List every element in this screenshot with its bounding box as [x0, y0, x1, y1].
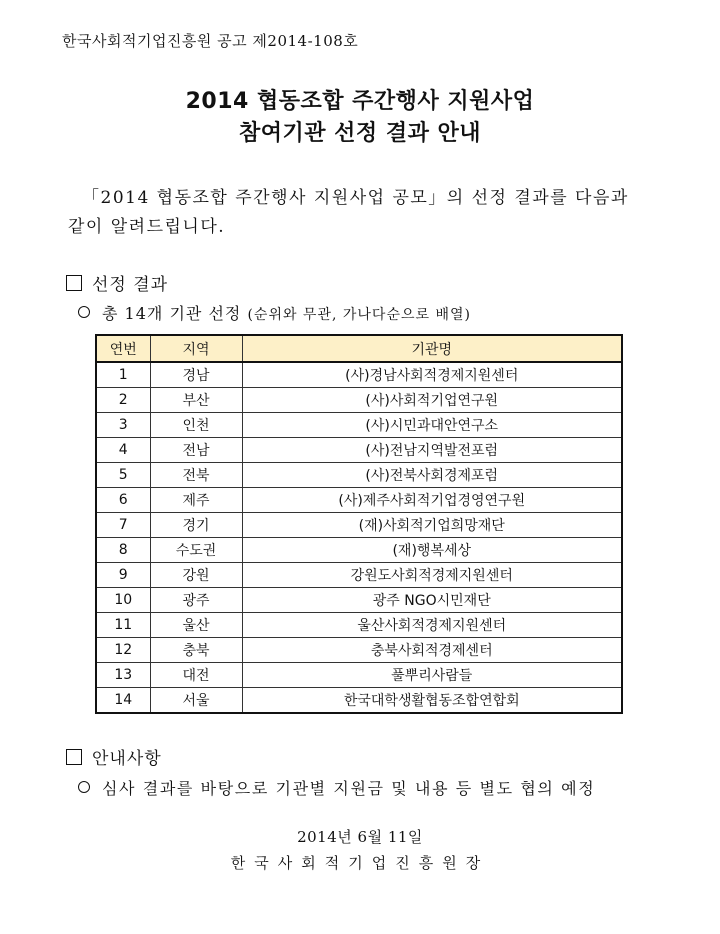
cell-no: 10 [96, 588, 150, 613]
table-row [96, 563, 622, 588]
cell-org: (재)행복세상 [242, 538, 622, 563]
cell-region: 강원 [150, 563, 242, 588]
cell-region: 울산 [150, 613, 242, 638]
summary-note: (순위와 무관, 가나다순으로 배열) [247, 307, 471, 323]
cell-region: 전남 [150, 438, 242, 463]
notice-number: 한국사회적기업진흥원 공고 제2014-108호 [62, 32, 359, 50]
cell-region: 부산 [150, 388, 242, 413]
header-org: 기관명 [242, 335, 622, 362]
table-row [96, 513, 622, 538]
header-no: 연번 [96, 335, 150, 362]
cell-region: 경남 [150, 362, 242, 388]
cell-org: 강원도사회적경제지원센터 [242, 563, 622, 588]
cell-no: 5 [96, 463, 150, 488]
cell-org: 풀뿌리사람들 [242, 663, 622, 688]
cell-region: 광주 [150, 588, 242, 613]
table-row [96, 613, 622, 638]
table-row [96, 638, 622, 663]
cell-org: (사)시민과대안연구소 [242, 413, 622, 438]
cell-no: 8 [96, 538, 150, 563]
header-region: 지역 [150, 335, 242, 362]
square-bullet-icon [66, 749, 82, 765]
cell-region: 경기 [150, 513, 242, 538]
notice-item-text: 심사 결과를 바탕으로 기관별 지원금 및 내용 등 별도 협의 예정 [102, 779, 596, 798]
cell-no: 9 [96, 563, 150, 588]
cell-org: (사)경남사회적경제지원센터 [242, 362, 622, 388]
table-row [96, 663, 622, 688]
cell-region: 인천 [150, 413, 242, 438]
cell-no: 6 [96, 488, 150, 513]
table-row [96, 688, 622, 714]
cell-no: 2 [96, 388, 150, 413]
cell-org: (재)사회적기업희망재단 [242, 513, 622, 538]
notice-item [78, 776, 595, 799]
circle-bullet-icon [78, 306, 90, 318]
table-row [96, 463, 622, 488]
table-row [96, 413, 622, 438]
signer: 한국사회적기업진흥원장 [230, 854, 490, 872]
circle-bullet-icon [78, 781, 90, 793]
cell-region: 대전 [150, 663, 242, 688]
intro-line1: 「2014 협동조합 주간행사 지원사업 공모」의 선정 결과를 다음과 [82, 188, 629, 208]
section-heading: 안내사항 [92, 749, 162, 769]
cell-org: 울산사회적경제지원센터 [242, 613, 622, 638]
cell-region: 서울 [150, 688, 242, 714]
cell-org: 한국대학생활협동조합연합회 [242, 688, 622, 714]
cell-no: 7 [96, 513, 150, 538]
table-row [96, 588, 622, 613]
cell-org: 광주 NGO시민재단 [242, 588, 622, 613]
cell-org: (사)전남지역발전포럼 [242, 438, 622, 463]
announcement-date: 2014년 6월 11일 [297, 828, 423, 846]
cell-no: 4 [96, 438, 150, 463]
table-row [96, 388, 622, 413]
cell-no: 12 [96, 638, 150, 663]
cell-region: 수도권 [150, 538, 242, 563]
cell-region: 충북 [150, 638, 242, 663]
table-row [96, 362, 622, 388]
cell-no: 14 [96, 688, 150, 714]
table-header-row [96, 335, 622, 362]
cell-org: (사)전북사회경제포럼 [242, 463, 622, 488]
cell-region: 제주 [150, 488, 242, 513]
page-title-line2: 참여기관 선정 결과 안내 [239, 121, 481, 146]
cell-no: 13 [96, 663, 150, 688]
selection-summary [78, 301, 471, 324]
section-notice [66, 744, 162, 769]
cell-org: (사)제주사회적기업경영연구원 [242, 488, 622, 513]
table-row [96, 488, 622, 513]
cell-no: 3 [96, 413, 150, 438]
cell-region: 전북 [150, 463, 242, 488]
square-bullet-icon [66, 275, 82, 291]
section-selection-results [66, 270, 168, 295]
table-row [96, 538, 622, 563]
intro-line2: 같이 알려드립니다. [68, 217, 226, 237]
table-row [96, 438, 622, 463]
cell-no: 11 [96, 613, 150, 638]
cell-org: (사)사회적기업연구원 [242, 388, 622, 413]
selected-orgs-table [95, 334, 623, 714]
cell-org: 충북사회적경제센터 [242, 638, 622, 663]
summary-main: 총 14개 기관 선정 [102, 304, 242, 323]
cell-no: 1 [96, 362, 150, 388]
page-title-line1: 2014 협동조합 주간행사 지원사업 [185, 89, 535, 114]
section-heading: 선정 결과 [92, 275, 169, 295]
